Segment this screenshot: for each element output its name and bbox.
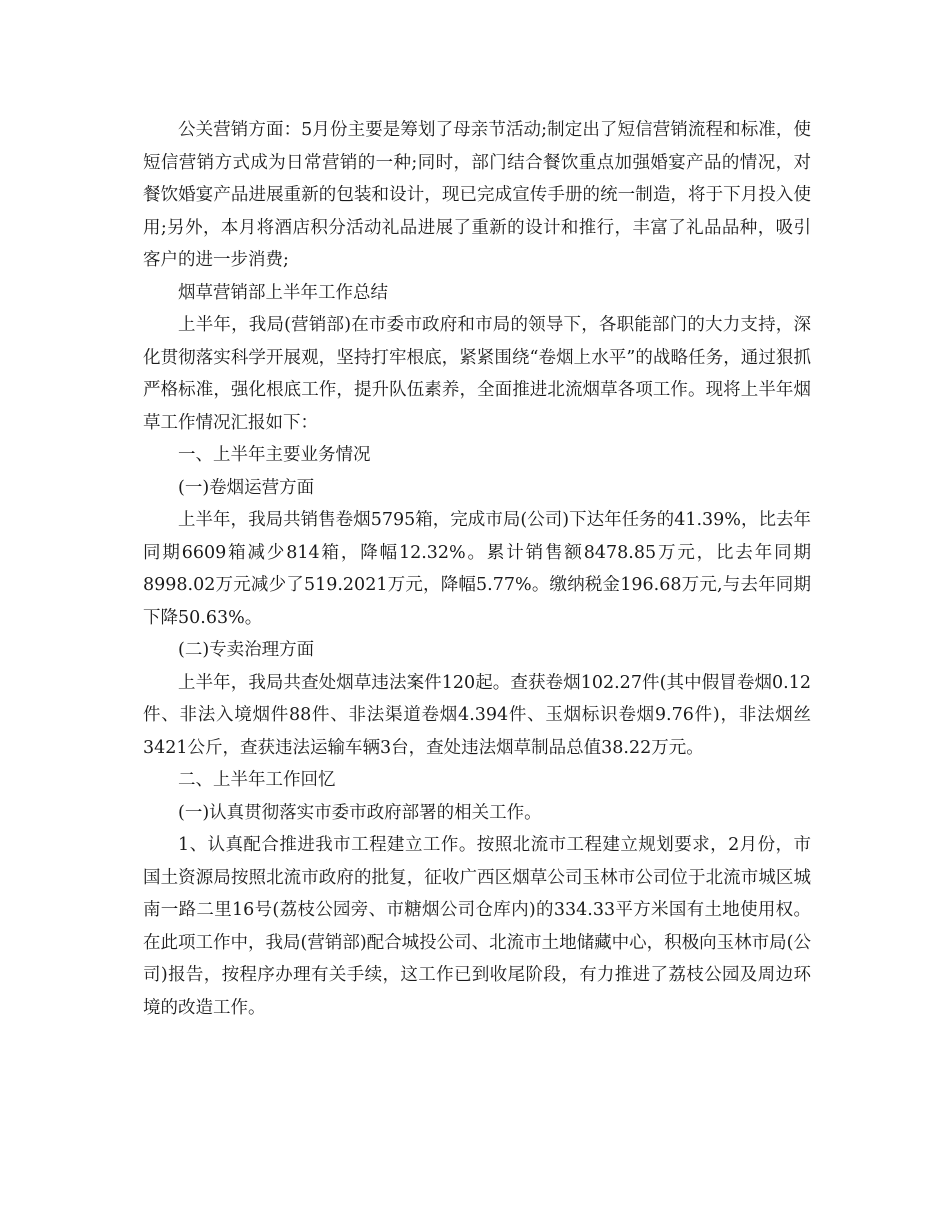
heading-cigarette-operations: (一)卷烟运营方面 [178, 477, 315, 498]
paragraph-enforcement: 上半年，我局共查处烟草违法案件120起。查获卷烟102.27件(其中假冒卷烟0.12件、非法入境烟件88件、非法渠道卷烟4.394件、玉烟标识卷烟9.76件)，非法烟丝3421公斤，查获违法运输车辆3台，查处违法烟草制品总值38.22万元。 [143, 672, 811, 758]
paragraph-intro: 上半年，我局(营销部)在市委市政府和市局的领导下，各职能部门的大力支持，深化贯彻落实科学开展观，坚持打牢根底，紧紧围绕“卷烟上水平”的战略任务，通过狠抓严格标准，强化根底工作，提升队伍素养，全面推进北流烟草各项工作。现将上半年烟草工作情况汇报如下： [143, 315, 811, 433]
paragraph-cigarette-sales: 上半年，我局共销售卷烟5795箱，完成市局(公司)下达年任务的41.39%，比去年同期6609箱减少814箱，降幅12.32%。累计销售额8478.85万元，比去年同期8998.02万元减少了519.2021万元，降幅5.77%。缴纳税金196.68万元,与去年同期下降50.63%。 [143, 510, 811, 628]
paragraph-public-relations-marketing: 公关营销方面：5月份主要是筹划了母亲节活动;制定出了短信营销流程和标准，使短信营销方式成为日常营销的一种;同时，部门结合餐饮重点加强婚宴产品的情况，对餐饮婚宴产品进展重新的包装和设计，现已完成宣传手册的统一制造，将于下月投入使用;另外，本月将酒店积分活动礼品进展了重新的设计和推行，丰富了礼品品种，吸引客户的进一步消费; [143, 120, 811, 270]
heading-section-two: 二、上半年工作回忆 [178, 770, 336, 790]
heading-implement-deployment: (一)认真贯彻落实市委市政府部署的相关工作。 [178, 802, 542, 823]
heading-section-one: 一、上半年主要业务情况 [178, 445, 371, 465]
paragraph-project-cooperation: 1、认真配合推进我市工程建立工作。按照北流市工程建立规划要求，2月份，市国土资源局按照北流市政府的批复，征收广西区烟草公司玉林市公司位于北流市城区城南一路二里16号(荔枝公园旁、市糖烟公司仓库内)的334.33平方米国有土地使用权。在此项工作中，我局(营销部)配合城投公司、北流市土地储藏中心，积极向玉林市局(公司)报告，按程序办理有关手续，这工作已到收尾阶段，有力推进了荔枝公园及周边环境的改造工作。 [143, 835, 811, 1018]
document-body [143, 114, 811, 1024]
heading-tobacco-summary: 烟草营销部上半年工作总结 [178, 282, 388, 303]
heading-monopoly-governance: (二)专卖治理方面 [178, 640, 315, 660]
